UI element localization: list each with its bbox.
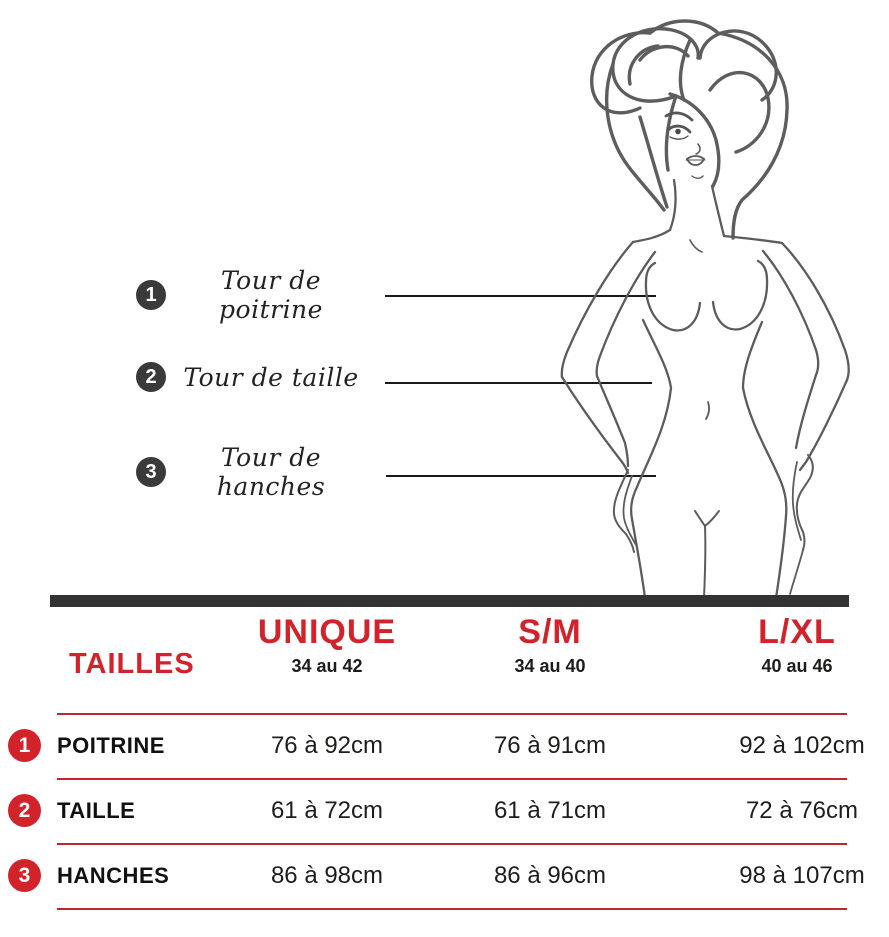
cell-hanches-lxl: 98 à 107cm xyxy=(739,862,865,889)
measure-1-badge: 1 xyxy=(136,280,166,310)
column-header-sm xyxy=(450,614,650,676)
column-lxl-label: L/XL xyxy=(758,613,836,651)
measure-item-poitrine xyxy=(136,266,376,324)
row-1-badge: 1 xyxy=(8,729,41,762)
column-unique-range: 34 au 42 xyxy=(291,656,363,676)
cell-taille-sm: 61 à 71cm xyxy=(493,797,607,824)
measure-2-badge: 2 xyxy=(136,362,166,392)
column-header-unique xyxy=(227,614,427,676)
row-3-label: HANCHES xyxy=(57,863,170,888)
cell-taille-lxl: 72 à 76cm xyxy=(745,797,859,824)
column-header-lxl xyxy=(697,614,889,676)
cell-poitrine-sm: 76 à 91cm xyxy=(493,732,607,759)
row-3-badge: 3 xyxy=(8,859,41,892)
table-top-bar xyxy=(50,595,849,607)
face-strokes xyxy=(666,113,705,178)
row-1-label: POITRINE xyxy=(57,733,165,758)
measure-3-label: Tour de hanches xyxy=(216,443,326,501)
row-2-label: TAILLE xyxy=(57,798,136,823)
cell-taille-unique: 61 à 72cm xyxy=(270,797,384,824)
measure-item-taille xyxy=(136,359,376,395)
cell-hanches-unique: 86 à 98cm xyxy=(270,862,384,889)
cell-hanches-sm: 86 à 96cm xyxy=(493,862,607,889)
woman-figure-illustration xyxy=(540,0,889,600)
row-divider xyxy=(57,908,847,910)
measure-2-label: Tour de taille xyxy=(183,362,359,392)
column-sm-label: S/M xyxy=(518,613,582,651)
measure-1-label: Tour de poitrine xyxy=(219,266,323,324)
cell-poitrine-unique: 76 à 92cm xyxy=(270,732,384,759)
woman-sketch-svg xyxy=(540,0,889,600)
row-2-badge: 2 xyxy=(8,794,41,827)
measure-3-badge: 3 xyxy=(136,457,166,487)
row-divider xyxy=(57,778,847,780)
cell-poitrine-lxl: 92 à 102cm xyxy=(739,732,865,759)
measure-item-hanches xyxy=(136,443,376,501)
column-sm-range: 34 au 40 xyxy=(514,656,586,676)
row-divider xyxy=(57,713,847,715)
column-lxl-range: 40 au 46 xyxy=(761,656,833,676)
column-unique-label: UNIQUE xyxy=(257,613,397,651)
row-divider xyxy=(57,843,847,845)
table-title: TAILLES xyxy=(69,648,195,680)
body-strokes xyxy=(562,180,849,598)
